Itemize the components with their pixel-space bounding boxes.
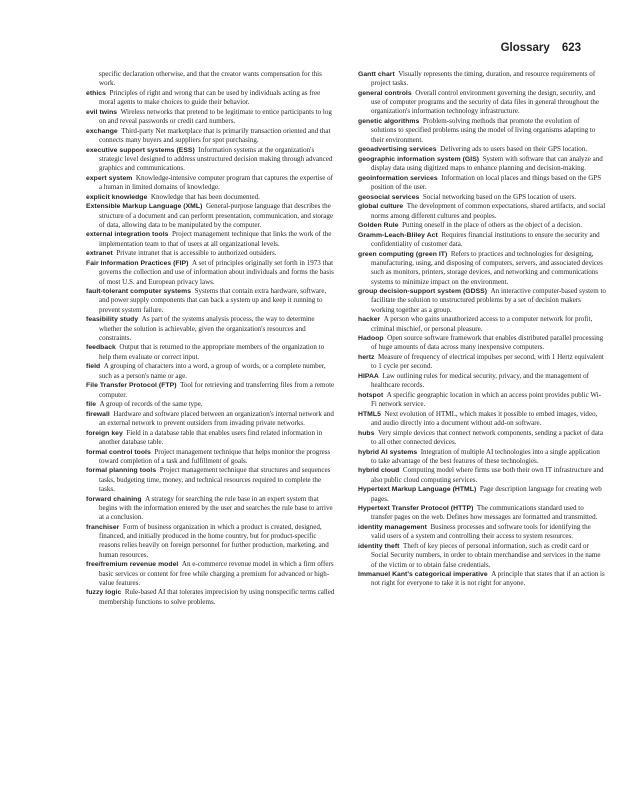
glossary-definition: Theft of key pieces of personal information, such as credit card or Social Security numbers, in order to obtain merchandise and services in the name of the victim or to obtain false credentials. — [371, 541, 601, 569]
glossary-entry — [358, 448, 606, 467]
glossary-entry — [86, 495, 336, 523]
glossary-term: hybrid AI systems — [358, 448, 418, 456]
glossary-term: fault-tolerant computer systems — [86, 288, 192, 296]
glossary-entry — [358, 221, 606, 230]
glossary-definition: Systems that contain extra hardware, software, and power supply components that can back a system up and keep it running to prevent system failure. — [99, 287, 327, 314]
glossary-entry — [358, 485, 606, 504]
glossary-entry — [358, 174, 606, 193]
glossary-entry — [358, 523, 606, 542]
glossary-term: explicit knowledge — [86, 193, 148, 201]
glossary-definition: Very simple devices that connect network components, sending a packet of data to all other connected devices. — [371, 428, 604, 446]
glossary-definition: The development of common expectations, shared artifacts, and social norms among different cultures and peoples. — [371, 202, 606, 220]
glossary-term: geoadvertising services — [358, 146, 437, 154]
glossary-entry — [86, 410, 336, 429]
glossary-term: general controls — [358, 89, 412, 97]
glossary-term: Hadoop — [358, 335, 384, 343]
glossary-definition: Rule-based AI that tolerates imprecision by using nonspecific terms called membership functions to solve problems. — [99, 588, 335, 606]
glossary-entry — [358, 315, 606, 334]
glossary-entry — [86, 108, 336, 127]
glossary-entry — [358, 250, 606, 287]
glossary-definition: Putting oneself in the place of others as the object of a decision. — [402, 221, 582, 230]
glossary-term: Immanuel Kant's categorical imperative — [358, 571, 488, 579]
glossary-entry — [86, 193, 336, 202]
glossary-definition: Business processes and software tools for identifying the valid users of a system and controlling their access to system resources. — [371, 523, 591, 541]
glossary-entry — [86, 523, 336, 560]
glossary-entry — [358, 70, 606, 89]
glossary-definition: A grouping of characters into a word, a group of words, or a complete number, such as a person's name or age. — [99, 362, 326, 380]
glossary-term: genetic algorithms — [358, 118, 420, 126]
glossary-definition: Project management technique that links the work of the implementation team to that of users at all organizational levels. — [99, 230, 332, 248]
glossary-definition: Hardware and software placed between an organization's internal network and an external network to prevent outsiders from invading private networks. — [99, 409, 334, 428]
glossary-term: group decision-support system (GDSS) — [358, 288, 488, 296]
glossary-definition: Output that is returned to the appropriate members of the organization to help them evaluate or correct input. — [99, 343, 325, 361]
page-header — [501, 42, 581, 56]
glossary-definition: Principles of right and wrong that can be used by individuals acting as free moral agents to make choices to guide their behavior. — [99, 88, 321, 107]
glossary-term: exchange — [86, 127, 118, 135]
glossary-definition: A group of records of the same type. — [99, 400, 203, 409]
glossary-entry — [358, 504, 606, 523]
glossary-term: executive support systems (ESS) — [86, 146, 195, 154]
glossary-entry — [358, 155, 606, 174]
glossary-definition: Problem-solving methods that promote the evolution of solutions to specified problems using the model of living organisms adapting to their environment. — [371, 117, 596, 144]
running-head-title: Glossary — [500, 42, 550, 54]
glossary-term: geographic information system (GIS) — [358, 155, 480, 163]
glossary-entry — [358, 117, 606, 145]
glossary-definition: A specific geographic location in which an access point provides public Wi-Fi network service. — [371, 390, 602, 409]
glossary-term: extranet — [86, 250, 113, 258]
glossary-term: hotspot — [358, 391, 384, 399]
glossary-definition: Page description language for creating web pages. — [371, 485, 602, 503]
glossary-entry — [86, 89, 336, 108]
glossary-definition: A person who gains unauthorized access to a computer network for profit, criminal mischief, or personal pleasure. — [371, 315, 593, 333]
glossary-entry — [86, 70, 336, 89]
glossary-entry — [358, 231, 606, 250]
glossary-entry — [86, 259, 336, 287]
glossary-entry — [358, 542, 606, 570]
glossary-definition: A strategy for searching the rule base in an expert system that begins with the information entered by the user and searches the rule base to arrive at a conclusion. — [99, 494, 333, 522]
glossary-term: firewall — [86, 410, 110, 418]
glossary-term: Extensible Markup Language (XML) — [86, 203, 203, 211]
glossary-definition: Project management technique that structures and sequences tasks, budgeting time, money, and technical resources required to complete the tasks. — [99, 466, 331, 493]
glossary-definition: Wireless networks that pretend to be legitimate to entice participants to log on and reveal passwords or credit card numbers. — [99, 107, 332, 126]
glossary-entry — [358, 391, 606, 410]
glossary-entry — [86, 249, 336, 258]
glossary-definition: Form of business organization in which a product is created, designed, financed, and initially produced in the home country, but for product-specific reasons relies heavily on foreign personnel for further production, marketing, and human resources. — [99, 522, 329, 559]
glossary-definition: Visually represents the timing, duration, and resource requirements of project tasks. — [371, 70, 596, 88]
glossary-term: geoinformation services — [358, 174, 438, 182]
glossary-entry — [358, 410, 606, 429]
glossary-definition: The communications standard used to transfer pages on the web. Defines how messages are formatted and transmitted. — [371, 504, 598, 522]
glossary-entry — [86, 588, 336, 607]
glossary-term: HTML5 — [358, 410, 381, 418]
glossary-term: evil twins — [86, 108, 118, 116]
glossary-term: identity management — [358, 524, 427, 532]
glossary-definition: Measure of frequency of electrical impulses per second, with 1 Hertz equivalent to 1 cycle per second. — [371, 353, 604, 371]
glossary-definition: Information on local places and things based on the GPS position of the user. — [371, 173, 602, 192]
glossary-term: foreign key — [86, 429, 123, 437]
glossary-definition: A principle that states that if an action is not right for everyone to take it is not right for anyone. — [371, 570, 605, 588]
glossary-term: Hypertext Transfer Protocol (HTTP) — [358, 505, 474, 513]
page-number: 623 — [561, 42, 581, 54]
glossary-entry — [86, 448, 336, 467]
glossary-term: identity theft — [358, 542, 400, 550]
glossary-term: feedback — [86, 344, 116, 352]
glossary-definition: Third-party Net marketplace that is primarily transaction oriented and that connects many buyers and suppliers for spot purchasing. — [99, 126, 331, 144]
glossary-definition: Next evolution of HTML, which makes it possible to embed images, video, and audio directly into a document without add-on software. — [371, 409, 598, 428]
glossary-definition: An interactive computer-based system to facilitate the solution to unstructured problems by a set of decision makers working together as a group. — [371, 287, 606, 314]
glossary-term: hertz — [358, 354, 375, 362]
glossary-entry — [358, 353, 606, 372]
glossary-definition: Open source software framework that enables distributed parallel processing of huge amounts of data across many inexpensive computers. — [371, 334, 604, 352]
glossary-entry — [86, 343, 336, 362]
left-column — [86, 70, 336, 607]
glossary-entry — [86, 146, 336, 174]
glossary-term: HIPAA — [358, 372, 379, 380]
glossary-term: global culture — [358, 203, 404, 211]
glossary-term: Gramm-Leach-Bliley Act — [358, 231, 438, 239]
glossary-definition: Tool for retrieving and transferring files from a remote computer. — [99, 381, 335, 399]
glossary-term: franchiser — [86, 523, 120, 531]
glossary-term: geosocial services — [358, 193, 420, 201]
glossary-term: forward chaining — [86, 495, 142, 503]
glossary-definition: A set of principles originally set forth in 1973 that governs the collection and use of information about individuals and forms the basis of most U.S. and European privacy laws. — [99, 258, 334, 286]
glossary-entry — [358, 466, 606, 485]
glossary-term: formal control tools — [86, 448, 151, 456]
glossary-entry — [86, 230, 336, 249]
glossary-term: external integration tools — [86, 231, 169, 239]
glossary-term: file — [86, 401, 97, 409]
glossary-term: expert system — [86, 174, 133, 182]
right-column — [358, 70, 606, 589]
glossary-entry — [86, 466, 336, 494]
glossary-term: feasibility study — [86, 316, 139, 324]
glossary-term: green computing (green IT) — [358, 250, 448, 258]
glossary-entry — [86, 381, 336, 400]
glossary-entry — [86, 315, 336, 343]
glossary-entry — [358, 334, 606, 353]
glossary-definition: Knowledge that has been documented. — [150, 192, 260, 201]
glossary-term: Fair Information Practices (FIP) — [86, 259, 189, 267]
glossary-definition: Delivering ads to users based on their GPS location. — [440, 145, 588, 154]
glossary-definition: specific declaration otherwise, and that the creator wants compensation for this work. — [99, 70, 322, 88]
glossary-definition: Knowledge-intensive computer program that captures the expertise of a human in limited domains of knowledge. — [99, 173, 333, 192]
glossary-definition: Private intranet that is accessible to authorized outsiders. — [116, 249, 277, 258]
glossary-term: fuzzy logic — [86, 589, 122, 597]
glossary-entry — [358, 202, 606, 221]
glossary-term: field — [86, 363, 101, 371]
glossary-entry — [86, 202, 336, 230]
glossary-definition: General-purpose language that describes the structure of a document and can perform presentation, communication, and storage of data, allowing data to be manipulated by the computer. — [99, 202, 334, 229]
glossary-entry — [86, 127, 336, 146]
glossary-entry — [86, 429, 336, 448]
glossary-entry — [86, 174, 336, 193]
glossary-term: free/fremium revenue model — [86, 561, 179, 569]
glossary-definition: Law outlining rules for medical security, privacy, and the management of healthcare records. — [371, 371, 589, 390]
glossary-definition: Social networking based on the GPS location of users. — [422, 192, 577, 201]
glossary-term: Hypertext Markup Language (HTML) — [358, 486, 477, 494]
glossary-entry — [358, 570, 606, 589]
glossary-entry — [358, 372, 606, 391]
glossary-entry — [358, 287, 606, 315]
glossary-term: ethics — [86, 89, 106, 97]
glossary-entry — [86, 362, 336, 381]
glossary-term: File Transfer Protocol (FTP) — [86, 382, 177, 390]
glossary-definition: Overall control environment governing the design, security, and use of computer programs and the security of data files in general throughout the organization's information technology infrastructure. — [371, 88, 599, 116]
glossary-definition: Integration of multiple AI technologies into a single application to take advantage of the best features of these technologies. — [371, 447, 600, 465]
glossary-entry — [86, 287, 336, 315]
glossary-entry — [86, 400, 336, 409]
glossary-definition: Computing model where firms use both their own IT infrastructure and also public cloud computing services. — [371, 466, 604, 484]
glossary-definition: Refers to practices and technologies for designing, manufacturing, using, and disposing of computers, servers, and associated devices such as monitors, printers, storage devices, and networking and communications systems to minimize impact on the environment. — [371, 249, 603, 286]
glossary-term: Golden Rule — [358, 222, 399, 230]
glossary-definition: Project management technique that helps monitor the progress toward completion of a task and fulfillment of goals. — [99, 447, 331, 465]
glossary-term: Gantt chart — [358, 71, 395, 78]
glossary-entry — [358, 145, 606, 154]
glossary-definition: Information systems at the organization's strategic level designed to address unstructured decision making through advanced graphics and communications. — [99, 145, 333, 173]
glossary-entry — [86, 560, 336, 588]
glossary-term: hacker — [358, 316, 381, 324]
glossary-definition: Requires financial institutions to ensure the security and confidentiality of customer data. — [371, 230, 600, 249]
glossary-definition: An e-commerce revenue model in which a firm offers basic services or content for free while charging a premium for advanced or high-value features. — [99, 560, 334, 587]
glossary-definition: Field in a database table that enables users find related information in another database table. — [99, 428, 323, 446]
glossary-definition: System with software that can analyze and display data using digitized maps to enhance planning and decision-making. — [371, 154, 603, 173]
glossary-entry — [358, 89, 606, 117]
glossary-entry — [358, 429, 606, 448]
glossary-term: hubs — [358, 429, 375, 437]
glossary-definition: As part of the systems analysis process, the way to determine whether the solution is achievable, given the organization's resources and constraints. — [99, 315, 315, 342]
glossary-term: hybrid cloud — [358, 467, 400, 475]
glossary-term: formal planning tools — [86, 467, 157, 475]
glossary-entry — [358, 193, 606, 202]
